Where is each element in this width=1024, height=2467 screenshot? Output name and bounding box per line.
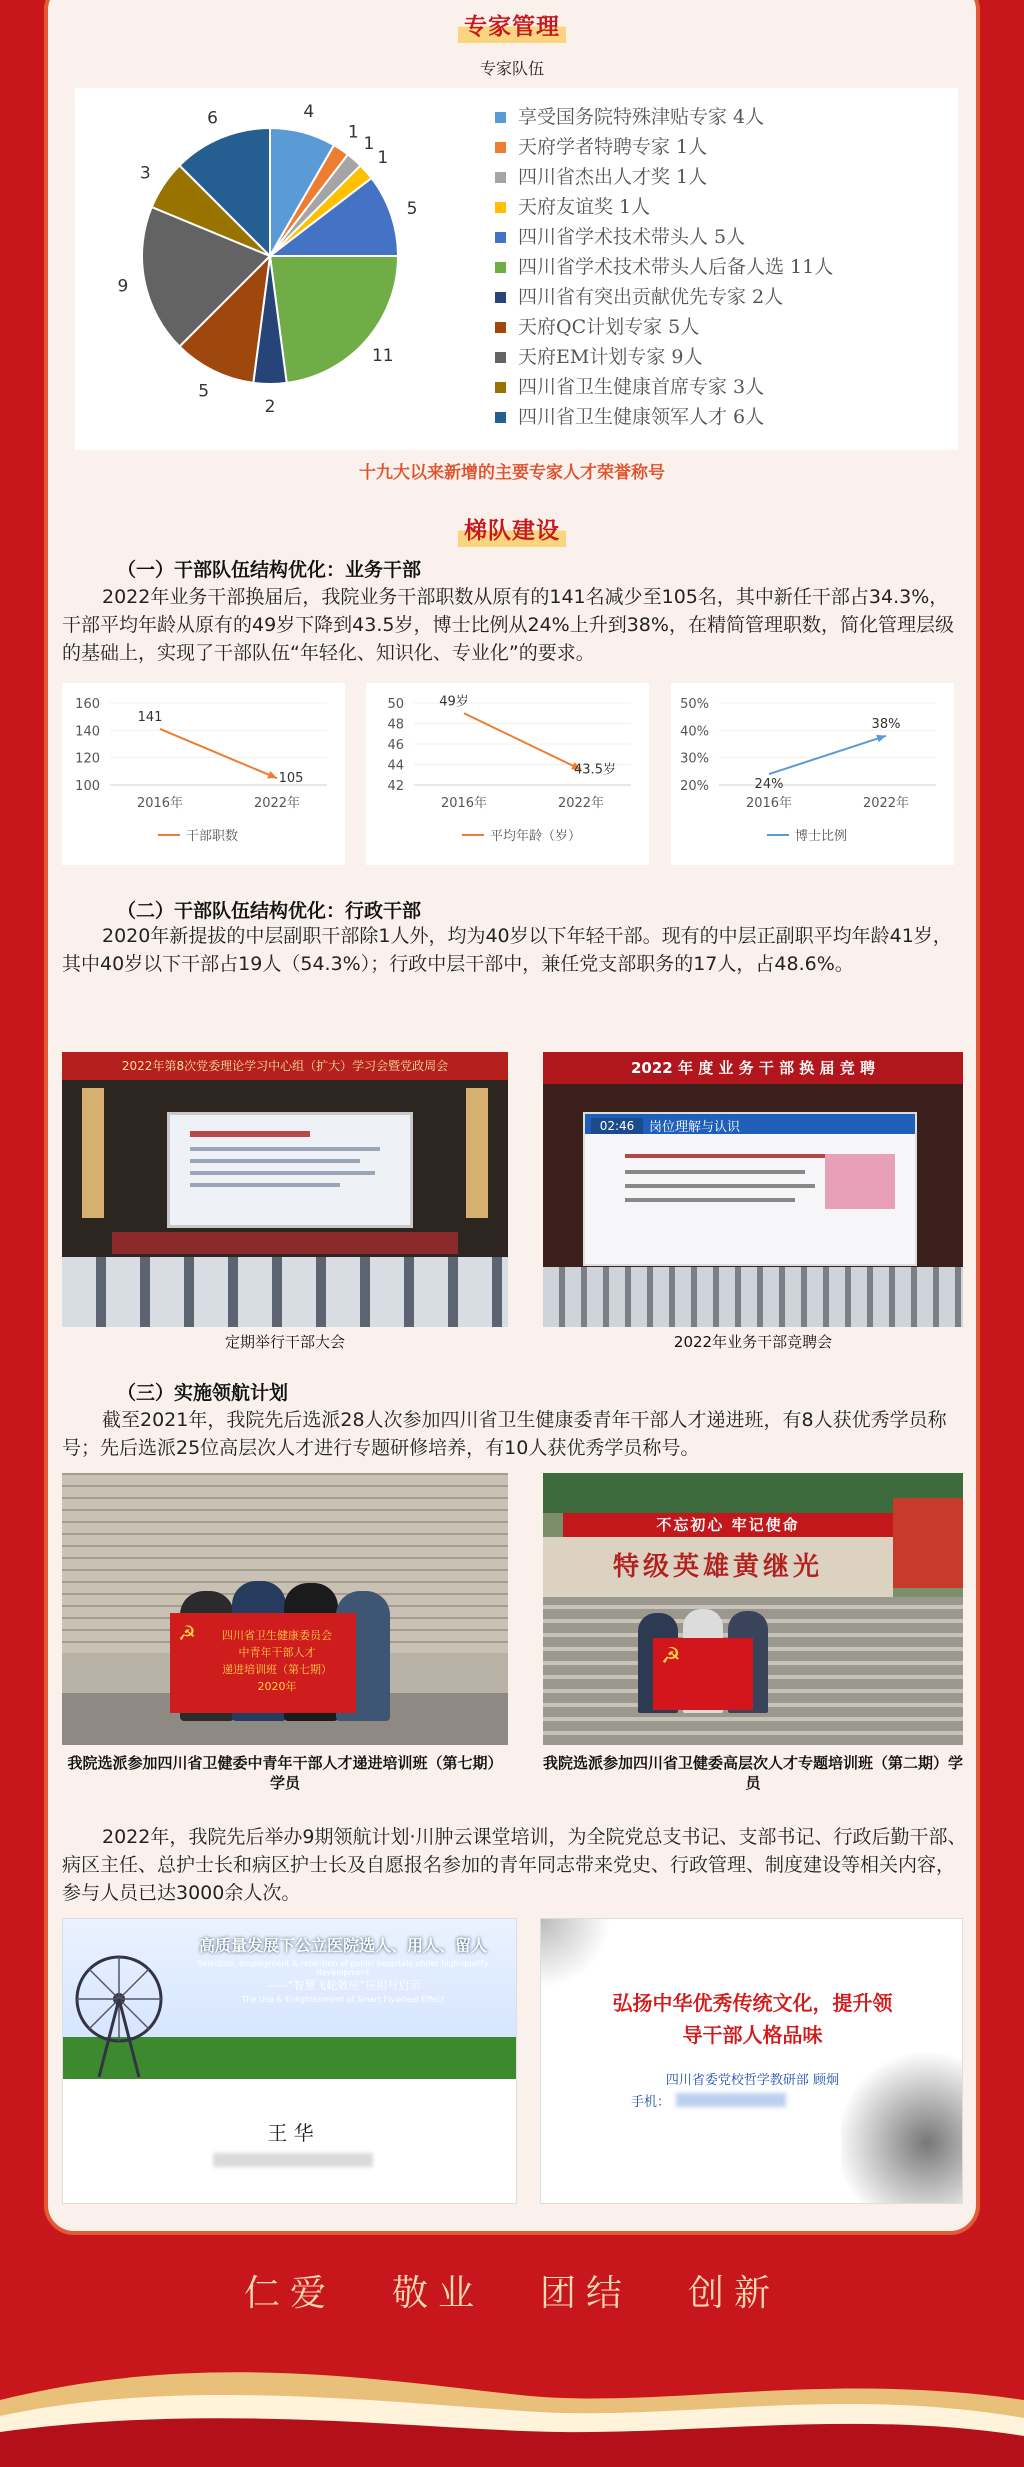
y-tick-label: 30% [680,751,709,767]
pie-chart-caption: 十九大以来新增的主要专家人才荣誉称号 [359,463,665,483]
slide-title-line: 弘扬中华优秀传统文化，提升领 [612,1991,893,2015]
legend-swatch [495,292,506,303]
arrowhead-icon [876,735,886,743]
pie-slice-label: 5 [406,198,418,219]
x-tick-label: 2016年 [745,796,793,811]
legend-item [495,282,833,312]
legend-swatch [495,232,506,243]
photo-cadre-competition [543,1052,963,1327]
slide-tagline-en: The Use & Enlightenment of Smart Flywheel Effect [241,1995,445,2004]
flag-line: 四川省卫生健康委员会 [222,1629,332,1642]
training-flag: ☭ 四川省卫生健康委员会 中青年干部人才 递进培训班（第七期） 2020年 [170,1613,356,1713]
line-chart-average-age [366,683,649,865]
heading-navigation-plan: （三）实施领航计划 [117,1382,289,1404]
pie-slice-label: 1 [363,134,375,155]
series-line [160,729,277,778]
legend-swatch [495,352,506,363]
y-tick-label: 120 [75,751,100,767]
data-label: 24% [754,777,784,793]
legend-swatch [495,412,506,423]
y-tick-label: 42 [387,779,404,794]
photo-banner: 2022 年 度 业 务 干 部 换 届 竞 聘 [543,1052,963,1084]
legend-swatch [495,172,506,183]
y-tick-label: 100 [75,779,100,794]
pie-chart [75,88,958,450]
section-subtitle: 专家队伍 [479,59,544,78]
legend-label: 享受国务院特殊津贴专家 4人 [518,106,765,128]
photo-caption: 2022年业务干部竞聘会 [673,1333,833,1351]
slogan-word: 创新 [688,2273,781,2314]
slide-title [561,1987,944,2051]
pie-slice-label: 11 [371,345,394,366]
photo-senior-talent-class [543,1473,963,1745]
data-label: 38% [871,716,901,732]
y-tick-label: 46 [387,738,404,753]
slide-author: 四川省委党校哲学教研部 顾炯 [665,2073,840,2088]
line-chart-doctorate-ratio [671,683,954,865]
y-tick-label: 48 [387,717,404,733]
legend-label: 四川省杰出人才奖 1人 [518,166,708,188]
slide-phone-label: 手机： [631,2095,671,2110]
section-title-echelon: 梯队建设 [0,510,1024,547]
pie-slice-label: 9 [117,276,129,297]
legend-item [495,372,833,402]
footer-slogan [0,2265,1024,2316]
slogan-word: 团结 [540,2273,633,2314]
legend-item [495,402,833,432]
legend-swatch [495,202,506,213]
line-chart-cadre-count [62,683,345,865]
series-line [769,736,886,774]
photo-banner: 2022年第8次党委理论学习中心组（扩大）学习会暨党政周会 [62,1052,508,1080]
pie-chart-svg [75,88,485,450]
x-tick-label: 2022年 [253,796,301,811]
x-tick-label: 2022年 [862,796,910,811]
y-tick-label: 50% [680,697,709,712]
party-flag: ☭ [653,1638,753,1710]
memorial-wall-text: 特级英雄黄继光 [543,1537,893,1597]
legend-item [495,192,833,222]
flag-line: 中青年干部人才 [238,1646,316,1659]
y-tick-label: 20% [680,779,709,794]
pie-slice-label: 6 [207,108,219,129]
legend-label: 四川省有突出贡献优先专家 2人 [518,286,784,308]
legend-label: 平均年龄（岁） [490,829,582,844]
screen-title: 岗位理解与认识 [649,1120,741,1135]
photo-youth-training-class [62,1473,508,1745]
timer: 02:46 [591,1118,643,1134]
legend-label: 天府学者特聘专家 1人 [518,136,708,158]
y-tick-label: 40% [680,724,709,740]
legend-swatch [495,322,506,333]
legend-item [495,102,833,132]
y-tick-label: 50 [387,697,404,712]
legend-item [495,162,833,192]
ferris-wheel-icon [69,1949,169,2079]
slogan-word: 敬业 [391,2273,484,2314]
legend-label: 天府友谊奖 1人 [518,196,651,218]
heading-admin-cadres: （二）干部队伍结构优化：行政干部 [117,900,422,922]
slide-subtitle-en: Selection, employment & retention of public hospitals under high-quality development [197,1959,489,1977]
paragraph-business-cadres: 2022年业务干部换届后，我院业务干部职数从原有的141名减少至105名，其中新任干部占34.3%，干部平均年龄从原有的49岁下降到43.5岁，博士比例从24%上升到38%，在精简管理职数，简化管理层级的基础上，实现了干部队伍“年轻化、知识化、专业化”的要求。 [62,586,954,664]
legend-item [495,342,833,372]
data-label: 43.5岁 [574,762,616,778]
data-label: 105 [278,771,304,787]
memorial-banner: 不忘初心 牢记使命 [563,1513,893,1537]
legend-label: 四川省卫生健康领军人才 6人 [518,406,765,428]
flag-line: 2020年 [257,1680,297,1693]
y-tick-label: 44 [387,758,404,774]
photo-cadre-meeting [62,1052,508,1327]
series-line [464,713,581,769]
legend-item [495,312,833,342]
pie-legend [495,102,833,432]
presentation-screen [583,1112,917,1266]
data-label: 141 [137,709,163,725]
paragraph-cloud-classroom: 2022年，我院先后举办9期领航计划·川肿云课堂培训，为全院党总支书记、支部书记、行政后勤干部、病区主任、总护士长和病区护士长及自愿报名参加的青年同志带来党史、行政管理、制度建设等相关内容，参与人员已达3000余人次。 [62,1826,967,1904]
legend-label: 四川省学术技术带头人后备人选 11人 [518,256,834,278]
decorative-waves [0,2340,1024,2467]
section-title-expert-management: 专家管理 [0,6,1024,43]
slide-hospital-talent [62,1918,517,2204]
slide-tagline: ——“智慧飞轮效应”应用与启示 [265,1979,421,1992]
projection-screen [167,1112,413,1228]
x-tick-label: 2022年 [557,796,605,811]
y-tick-label: 140 [75,724,100,740]
legend-swatch [495,142,506,153]
legend-label: 天府EM计划专家 9人 [518,346,703,368]
legend-item [495,222,833,252]
legend-label: 天府QC计划专家 5人 [518,316,700,338]
pie-slice-label: 1 [377,148,389,169]
photo-caption: 我院选派参加四川省卫健委中青年干部人才递进培训班（第七期）学员 [67,1754,503,1792]
heading-business-cadres: （一）干部队伍结构优化：业务干部 [117,559,422,581]
slide-traditional-culture [540,1918,963,2204]
data-label: 49岁 [439,694,469,710]
slogan-word: 仁爱 [243,2273,336,2314]
paragraph-admin-cadres: 2020年新提拔的中层副职干部除1人外，均为40岁以下年轻干部。现有的中层正副职平均年龄41岁，其中40岁以下干部占19人（54.3%）；行政中层干部中，兼任党支部职务的17人，占48.6%。 [62,925,952,975]
photo-caption: 我院选派参加四川省卫健委高层次人才专题培训班（第二期）学员 [543,1754,964,1792]
pie-slice-label: 3 [139,163,151,184]
pie-slice-label: 2 [264,397,276,417]
legend-label: 四川省卫生健康首席专家 3人 [518,376,765,398]
slide-title: 高质量发展下公立医院选人、用人、留人 [198,1936,487,1955]
flag-line: 递进培训班（第七期） [222,1663,332,1676]
legend-label: 四川省学术技术带头人 5人 [518,226,746,248]
slide-speaker: 王 华 [267,2121,314,2145]
pie-slice-label: 4 [303,102,315,123]
photo-caption: 定期举行干部大会 [224,1333,345,1351]
x-tick-label: 2016年 [136,796,184,811]
legend-swatch [495,112,506,123]
legend-swatch [495,382,506,393]
pie-slice-label: 5 [198,381,210,402]
legend-label: 博士比例 [795,829,848,844]
legend-swatch [495,262,506,273]
legend-item [495,132,833,162]
slide-title-line: 导干部人格品味 [682,2023,823,2047]
y-tick-label: 160 [75,697,100,712]
legend-item [495,252,833,282]
legend-label: 干部职数 [186,829,239,844]
pie-slice-label: 1 [347,122,359,143]
x-tick-label: 2016年 [440,796,488,811]
paragraph-navigation-plan: 截至2021年，我院先后选派28人次参加四川省卫生健康委青年干部人才递进班，有8人获优秀学员称号；先后选派25位高层次人才进行专题研修培养，有10人获优秀学员称号。 [62,1409,947,1459]
